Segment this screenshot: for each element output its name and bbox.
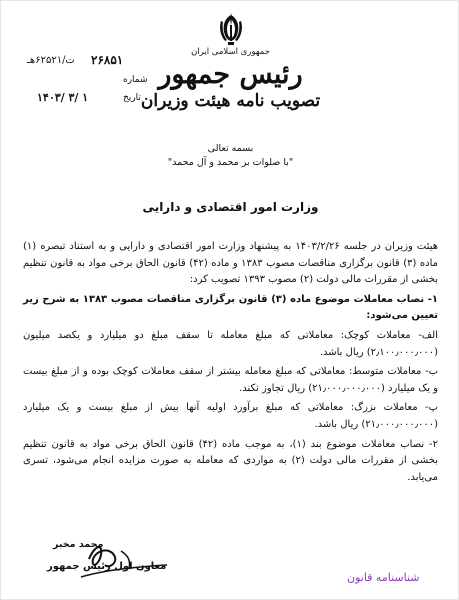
salavat: "با صلوات بر محمد و آل محمد": [167, 157, 294, 168]
item-1a: الف- معاملات کوچک: معاملاتی که مبلغ معامله تا سقف مبلغ دو میلیارد و یکصد میلیون (۲٫۱۰۰٫۰۰۰٫۰۰۰) ریال باشد.: [23, 329, 438, 358]
item-1b: ب- معاملات متوسط: معاملاتی که مبلغ معامله بیشتر از سقف معاملات کوچک بوده و از مبلغ بیست و یک میلیارد (۲۱٫۰۰۰٫۰۰۰٫۰۰۰) ریال تجاوز نکند.: [23, 366, 438, 394]
signatory-title: معاون اول رئیس جمهور: [47, 561, 167, 572]
date-label: تاریخ: [123, 93, 141, 103]
reference-number: ۲۶۸۵۱: [91, 53, 124, 67]
republic-label: جمهوری اسلامی ایران: [191, 47, 270, 57]
item-1: ۱- نصاب معاملات موضوع ماده (۳) قانون برگزاری مناقصات مصوب ۱۳۸۳ به شرح زیر تعیین می‌شود:: [23, 293, 438, 322]
footer-watermark: شناسنامه قانون: [347, 571, 420, 584]
handwritten-signature: [71, 529, 181, 587]
item-2: ۲- نصاب معاملات موضوع بند (۱)، به موجب ماده (۴۲) قانون الحاق برخی مواد به قانون تنظیم بخشی از مقررات مالی دولت (۲) به مواردی که معامله به صورت مزایده انجام می‌شود، تسری می‌یابد.: [23, 438, 439, 483]
reference-suffix: ت/۶۲۵۲۱هـ: [27, 55, 75, 66]
item-1c: پ- معاملات بزرگ: معاملاتی که مبلغ برآورد اولیه آنها بیش از مبلغ بیست و یک میلیارد (۲۱٫۰۰۰٫۰۰۰٫۰۰۰) ریال باشد.: [23, 402, 438, 430]
bismillah: بسمه تعالی: [207, 143, 254, 154]
number-label: شماره: [123, 75, 148, 85]
iran-emblem-icon: [217, 11, 245, 47]
president-title: رئیس جمهور: [158, 59, 303, 90]
intro-paragraph: هیئت وزیران در جلسه ۱۴۰۳/۲/۲۶ به پیشنهاد وزارت امور اقتصادی و دارایی و به استناد تبصره (۱) ماده (۳) قانون برگزاری مناقصات مصوب ۱۳۸۳ و ماده (۴۲) قانون الحاق برخی مواد به قانون تنظیم بخشی از مقررات مالی دولت (۲) مصوب ۱۳۹۳ تصویب کرد:: [23, 241, 439, 286]
addressee: وزارت امور اقتصادی و دارایی: [142, 200, 319, 214]
date-value: ۱۴۰۳/ ۳/ ۱: [37, 91, 89, 104]
signatory-name: محمد مخبر: [53, 539, 104, 550]
decree-body: [23, 239, 438, 486]
cabinet-title: تصویب نامه هیئت وزیران: [140, 91, 321, 111]
